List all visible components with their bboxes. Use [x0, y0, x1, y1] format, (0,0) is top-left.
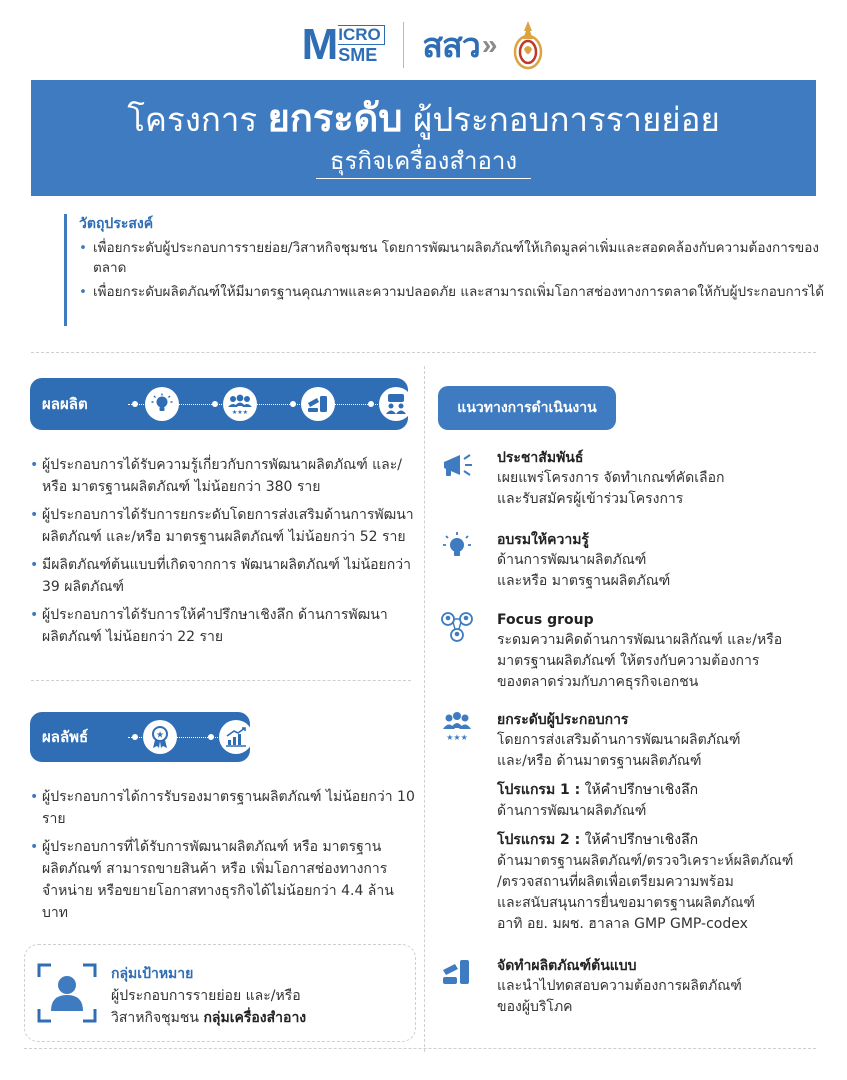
group-rating-icon — [440, 710, 474, 744]
royal-emblem-icon — [511, 19, 545, 71]
target-group-box — [24, 944, 416, 1042]
group-rating-icon — [223, 387, 257, 421]
pill-dot — [208, 734, 214, 740]
page-subtitle: ธุรกิจเครื่องสำอาง — [316, 146, 531, 179]
pill-dot — [212, 401, 218, 407]
list-item: • ผู้ประกอบการที่ได้รับการพัฒนาผลิตภัณฑ์ หรือ มาตรฐานผลิตภัณฑ์ สามารถขายสินค้า หรือ เพิ่มโอกาสช่องทางการจำหน่าย หรือขยายโอกาสทางธุรกิจได้ไม่น้อยกว่า 4.4 ล้านบาท — [30, 836, 415, 924]
megaphone-icon — [440, 448, 474, 482]
objectives-list — [79, 238, 824, 302]
osmep-logo-arrows: » — [481, 29, 490, 60]
step-text: ด้านการพัฒนาผลิตภัณฑ์ — [497, 552, 647, 568]
step-text: และรับสมัครผู้เข้าร่วมโครงการ — [497, 491, 684, 507]
step-text: อาทิ อย. มผช. ฮาลาล GMP GMP-codex — [497, 916, 748, 932]
focus-group-icon — [440, 610, 474, 644]
outcome-pill — [30, 712, 250, 762]
outcome-label: ผลลัพธ์ — [42, 728, 89, 746]
title-strong: ยกระดับ — [267, 96, 403, 140]
micro-sme-logo-sme: SME — [338, 45, 378, 65]
step-title: ประชาสัมพันธ์ — [497, 450, 584, 466]
svg-text:★★★: ★★★ — [446, 733, 468, 742]
step-text: และนำไปทดสอบความต้องการผลิตภัณฑ์ — [497, 978, 742, 994]
step-text: โดยการส่งเสริมด้านการพัฒนาผลิตภัณฑ์ — [497, 732, 741, 748]
micro-sme-logo — [302, 20, 385, 70]
cosmetics-icon — [301, 387, 335, 421]
target-group-title: กลุ่มเป้าหมาย — [111, 966, 194, 982]
target-line-1: ผู้ประกอบการรายย่อย และ/หรือ — [111, 988, 301, 1004]
section-divider — [31, 352, 816, 353]
title-suffix: ผู้ประกอบการรายย่อย — [412, 100, 720, 139]
lightbulb-icon — [145, 387, 179, 421]
step-text: และหรือ มาตรฐานผลิตภัณฑ์ — [497, 573, 671, 589]
section-divider — [31, 680, 411, 681]
logo-divider — [403, 22, 405, 68]
growth-chart-icon — [219, 720, 253, 754]
svg-text:★: ★ — [155, 730, 165, 741]
step-text: ของตลาดร่วมกับภาคธุรกิจเอกชน — [497, 674, 699, 690]
cosmetics-icon — [440, 956, 474, 990]
column-divider — [424, 366, 425, 1052]
title-banner — [31, 80, 816, 196]
osmep-logo — [422, 18, 489, 72]
objective-item: • เพื่อยกระดับผู้ประกอบการรายย่อย/วิสาหกิจชุมชน โดยการพัฒนาผลิตภัณฑ์ให้เกิดมูลค่าเพิ่มและสอดคล้องกับความต้องการของตลาด — [79, 238, 824, 278]
step-title: Focus group — [497, 612, 594, 628]
program-2-title — [497, 830, 837, 851]
step-text: ของผู้บริโภค — [497, 999, 573, 1015]
program-2-head: ให้คำปรึกษาเชิงลึก — [580, 832, 699, 848]
list-item: • ผู้ประกอบการได้รับความรู้เกี่ยวกับการพัฒนาผลิตภัณฑ์ และ/หรือ มาตรฐานผลิตภัณฑ์ ไม่น้อยกว่า 380 ราย — [30, 454, 415, 498]
objectives-heading: วัตถุประสงค์ — [79, 216, 154, 232]
target-line-2-prefix: วิสาหกิจชุมชน — [111, 1010, 199, 1026]
micro-sme-logo-icro: ICRO — [338, 25, 385, 45]
pill-dot — [132, 734, 138, 740]
title-prefix: โครงการ — [127, 100, 258, 139]
approach-pill: แนวทางการดำเนินงาน — [438, 386, 616, 430]
target-line-2-bold: กลุ่มเครื่องสำอาง — [203, 1010, 307, 1026]
step-text: และสนับสนุนการยื่นขอมาตรฐานผลิตภัณฑ์ — [497, 895, 755, 911]
step-text: มาตรฐานผลิตภัณฑ์ ให้ตรงกับความต้องการ — [497, 653, 760, 669]
output-list — [30, 454, 415, 654]
target-person-icon — [37, 963, 97, 1023]
consult-icon — [379, 387, 413, 421]
pill-dot — [290, 401, 296, 407]
pill-dot — [132, 401, 138, 407]
list-item: • ผู้ประกอบการได้รับการให้คำปรึกษาเชิงลึก ด้านการพัฒนาผลิตภัณฑ์ ไม่น้อยกว่า 22 ราย — [30, 604, 415, 648]
program-1-title — [497, 780, 837, 801]
objectives-section — [64, 214, 824, 326]
step-text: ด้านการพัฒนาผลิตภัณฑ์ — [497, 803, 647, 819]
step-text: เผยแพร่โครงการ จัดทำเกณฑ์คัดเลือก — [497, 470, 725, 486]
list-item: • ผู้ประกอบการได้การรับรองมาตรฐานผลิตภัณฑ์ ไม่น้อยกว่า 10 ราย — [30, 786, 415, 830]
pill-dot — [368, 401, 374, 407]
target-group-text — [111, 985, 306, 1029]
list-item: • มีผลิตภัณฑ์ต้นแบบที่เกิดจากการ พัฒนาผลิตภัณฑ์ ไม่น้อยกว่า 39 ผลิตภัณฑ์ — [30, 554, 415, 598]
award-badge-icon — [143, 720, 177, 754]
output-label: ผลผลิต — [42, 395, 88, 413]
objective-item: • เพื่อยกระดับผลิตภัณฑ์ให้มีมาตรฐานคุณภาพและความปลอดภัย และสามารถเพิ่มโอกาสช่องทางการตลาดให้กับผู้ประกอบการได้ — [79, 282, 824, 302]
osmep-logo-text: สสว — [422, 27, 480, 65]
page-title — [31, 98, 816, 140]
step-title: จัดทำผลิตภัณฑ์ต้นแบบ — [497, 958, 637, 974]
step-title: อบรมให้ความรู้ — [497, 532, 589, 548]
outcome-list — [30, 786, 415, 930]
target-line-2 — [111, 1007, 306, 1029]
step-text: /ตรวจสถานที่ผลิตเพื่อเตรียมความพร้อม — [497, 874, 734, 890]
logo-bar — [0, 14, 847, 76]
section-divider — [24, 1048, 816, 1049]
step-title: ยกระดับผู้ประกอบการ — [497, 712, 629, 728]
output-pill — [30, 378, 408, 430]
program-2-name: โปรแกรม 2 : — [497, 832, 581, 848]
micro-sme-logo-m: M — [301, 20, 338, 69]
step-text: ระดมความคิดด้านการพัฒนาผลิกัณฑ์ และ/หรือ — [497, 632, 783, 648]
list-item: • ผู้ประกอบการได้รับการยกระดับโดยการส่งเสริมด้านการพัฒนาผลิตภัณฑ์ และ/หรือ มาตรฐานผลิตภัณฑ์ ไม่น้อยกว่า 52 ราย — [30, 504, 415, 548]
program-1-name: โปรแกรม 1 : — [497, 782, 581, 798]
step-text: ด้านมาตรฐานผลิตภัณฑ์/ตรวจวิเคราะห์ผลิตภัณฑ์ — [497, 853, 794, 869]
step-text: และ/หรือ ด้านมาตรฐานผลิตภัณฑ์ — [497, 753, 702, 769]
lightbulb-icon — [440, 530, 474, 564]
svg-text:★★★: ★★★ — [231, 409, 249, 415]
program-1-head: ให้คำปรึกษาเชิงลึก — [580, 782, 699, 798]
